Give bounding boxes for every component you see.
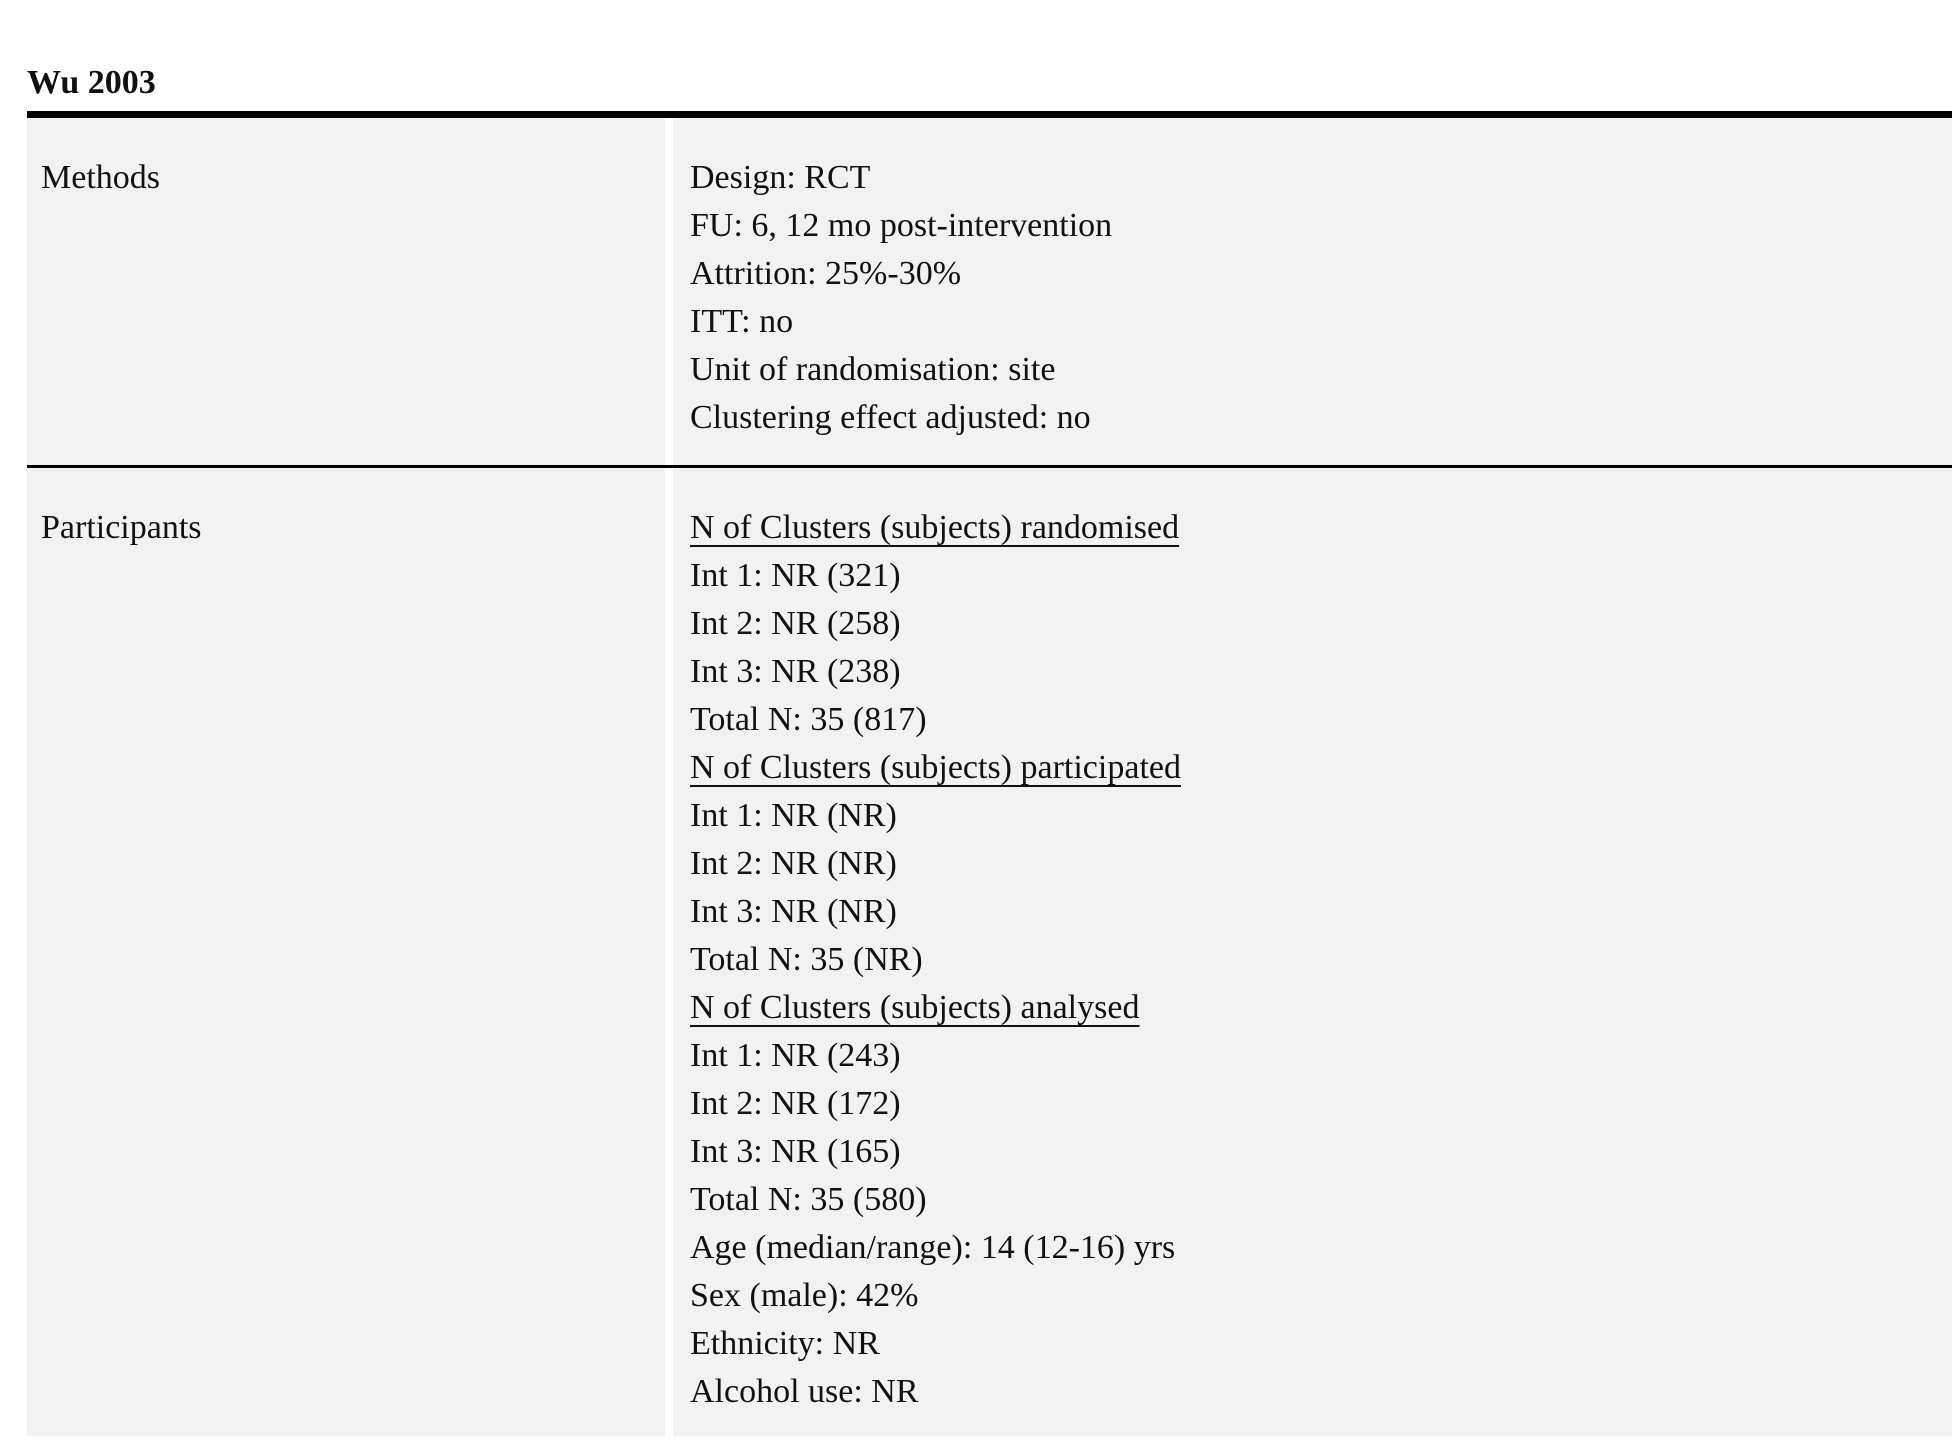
methods-line: Design: RCT <box>690 159 871 196</box>
demographic-line: Alcohol use: NR <box>690 1373 919 1410</box>
participants-row <box>27 465 1952 1436</box>
participated-line: Total N: 35 (NR) <box>690 941 923 978</box>
methods-content <box>673 118 1952 465</box>
participants-content <box>673 468 1952 1436</box>
methods-line: Clustering effect adjusted: no <box>690 399 1091 436</box>
methods-label: Methods <box>27 118 665 465</box>
demographic-line: Sex (male): 42% <box>690 1277 919 1314</box>
methods-line: FU: 6, 12 mo post-intervention <box>690 207 1113 244</box>
methods-line: Unit of randomisation: site <box>690 351 1056 388</box>
demographic-line: Ethnicity: NR <box>690 1325 880 1362</box>
analysed-line: Int 3: NR (165) <box>690 1133 901 1170</box>
methods-line: Attrition: 25%-30% <box>690 255 962 292</box>
analysed-line: Int 2: NR (172) <box>690 1085 901 1122</box>
study-title: Wu 2003 <box>27 64 156 101</box>
participated-line: Int 2: NR (NR) <box>690 845 897 882</box>
characteristics-table <box>27 111 1952 1436</box>
analysed-line: Int 1: NR (243) <box>690 1037 901 1074</box>
randomised-line: Int 2: NR (258) <box>690 605 901 642</box>
methods-line: ITT: no <box>690 303 794 340</box>
methods-row <box>27 118 1952 465</box>
participated-line: Int 1: NR (NR) <box>690 797 897 834</box>
participated-line: Int 3: NR (NR) <box>690 893 897 930</box>
analysed-line: Total N: 35 (580) <box>690 1181 927 1218</box>
randomised-line: Int 1: NR (321) <box>690 557 901 594</box>
participants-label: Participants <box>27 468 665 1436</box>
randomised-line: Total N: 35 (817) <box>690 701 927 738</box>
participated-heading: N of Clusters (subjects) participated <box>690 749 1181 786</box>
analysed-heading: N of Clusters (subjects) analysed <box>690 989 1140 1026</box>
randomised-heading: N of Clusters (subjects) randomised <box>690 509 1180 546</box>
demographic-line: Age (median/range): 14 (12-16) yrs <box>690 1229 1176 1266</box>
randomised-line: Int 3: NR (238) <box>690 653 901 690</box>
